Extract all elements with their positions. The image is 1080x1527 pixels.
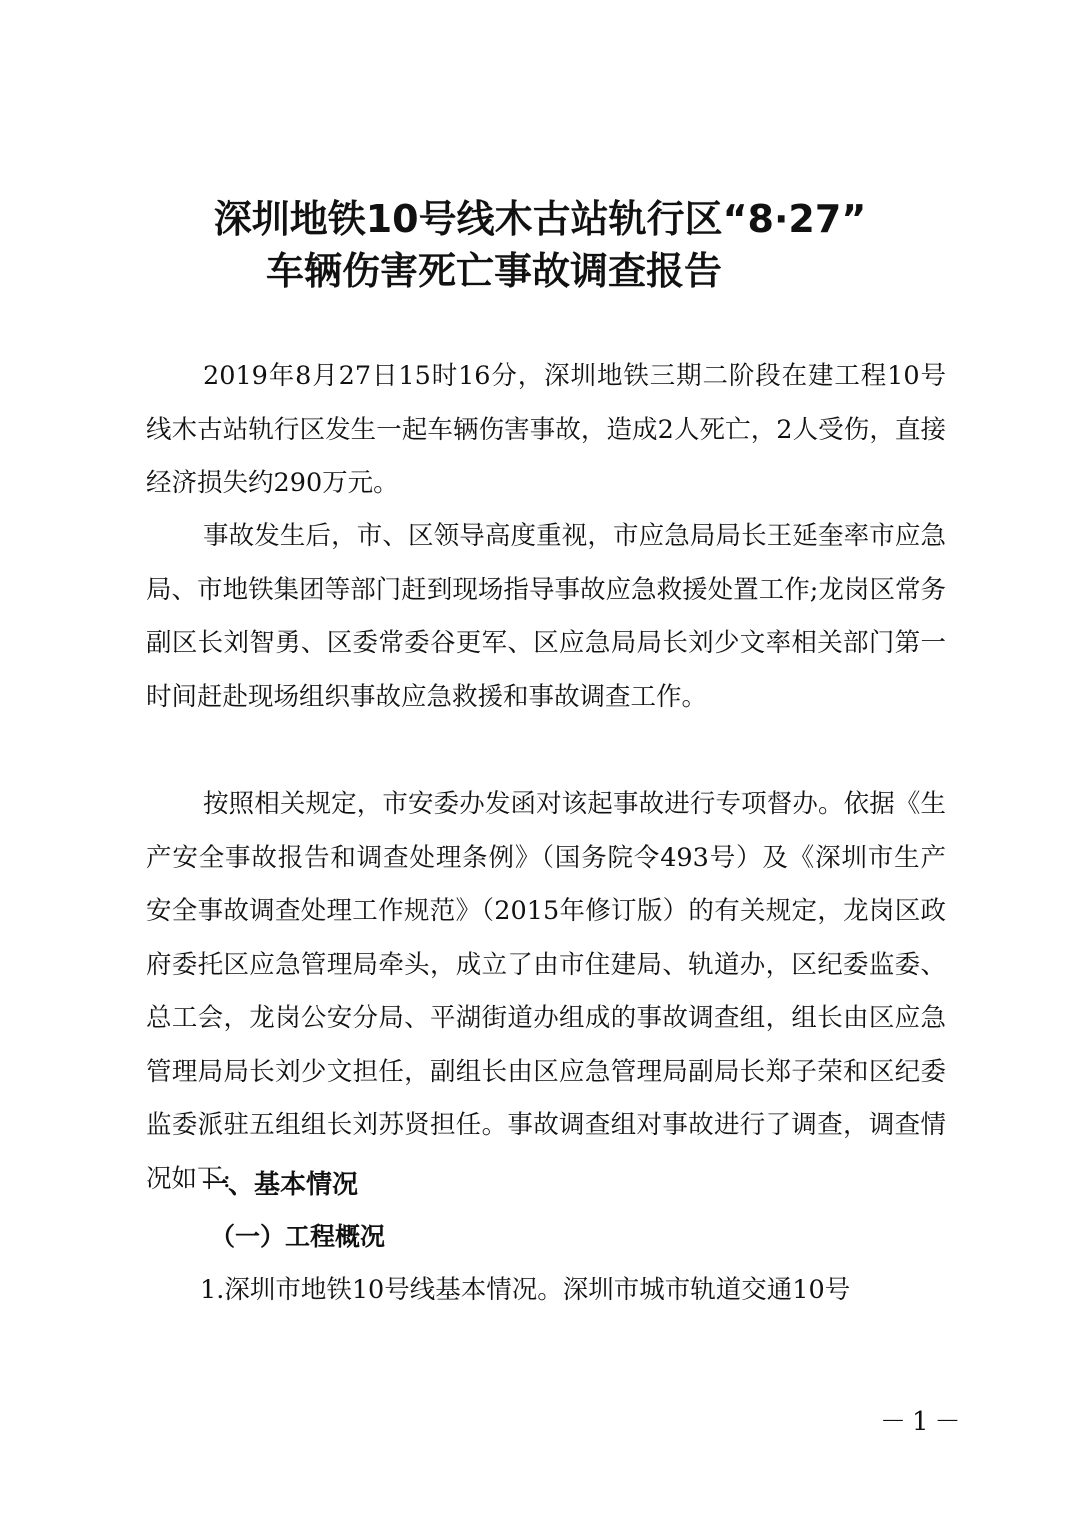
section-heading: 一、基本情况 (202, 1170, 359, 1200)
body-paragraph: 2019年8月27日15时16分，深圳地铁三期二阶段在建工程10号线木古站轨行区发生一起车辆伤害事故，造成2人死亡，2人受伤，直接经济损失约290万元。 (146, 361, 946, 498)
body-paragraph-start: 1.深圳市地铁10号线基本情况。深圳市城市轨道交通10号 (200, 1275, 851, 1305)
subsection-heading: （一）工程概况 (210, 1222, 386, 1251)
document-title-line2: 车辆伤害死亡事故调查报告 (266, 249, 723, 293)
body-paragraph: 事故发生后，市、区领导高度重视，市应急局局长王延奎率市应急局、市地铁集团等部门赶到现场指导事故应急救援处置工作;龙岗区常务副区长刘智勇、区委常委谷更军、区应急局局长刘少文率相关部门第一时间赶赴现场组织事故应急救援和事故调查工作。 (146, 521, 946, 712)
document-title-line1: 深圳地铁10号线木古站轨行区“8·27” (213, 197, 867, 241)
page-number: －1－ (880, 1407, 967, 1437)
body-paragraph: 按照相关规定，市安委办发函对该起事故进行专项督办。依据《生产安全事故报告和调查处理条例》（国务院令493号）及《深圳市生产安全事故调查处理工作规范》（2015年修订版）的有关规定，龙岗区政府委托区应急管理局牵头，成立了由市住建局、轨道办，区纪委监委、总工会，龙岗公安分局、平湖街道办组成的事故调查组，组长由区应急管理局局长刘少文担任，副组长由区应急管理局副局长郑子荣和区纪委监委派驻五组组长刘苏贤担任。事故调查组对事故进行了调查，调查情况如下: (146, 789, 946, 1194)
